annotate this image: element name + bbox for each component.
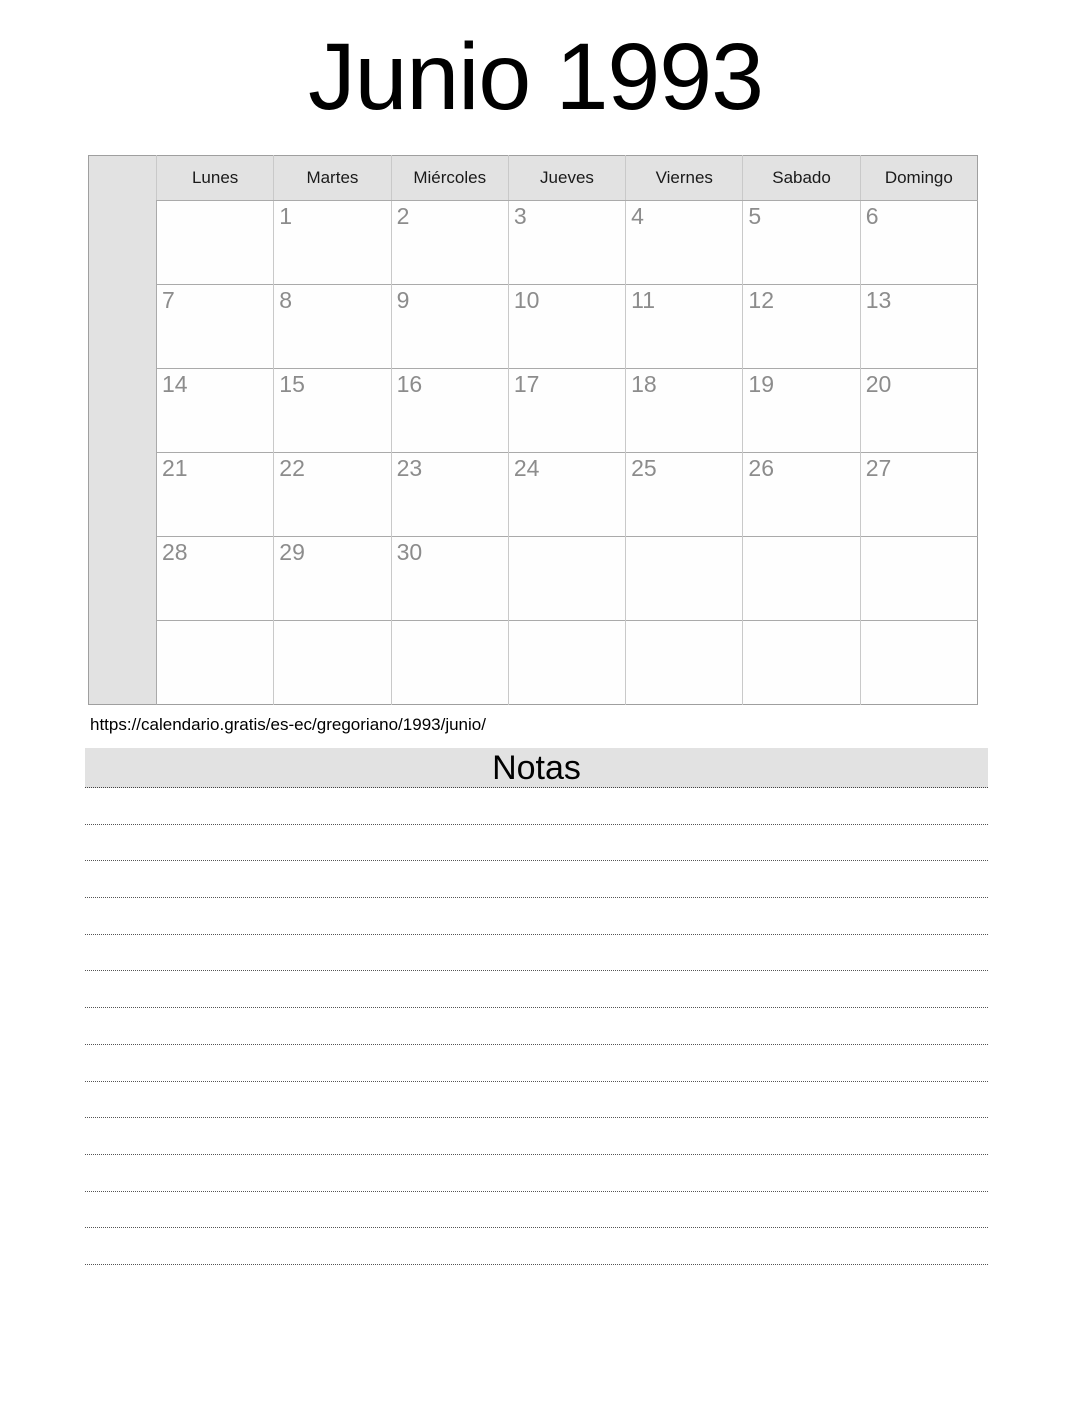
note-line bbox=[85, 1228, 988, 1265]
weekday-header-miercoles: Miércoles bbox=[391, 156, 508, 201]
day-cell: 22 bbox=[274, 453, 391, 537]
week-row-2 bbox=[89, 285, 978, 369]
day-cell: 9 bbox=[391, 285, 508, 369]
note-line bbox=[85, 1118, 988, 1155]
weekday-header-viernes: Viernes bbox=[626, 156, 743, 201]
day-cell: 29 bbox=[274, 537, 391, 621]
week-row-1 bbox=[89, 201, 978, 285]
day-cell: 15 bbox=[274, 369, 391, 453]
day-cell: 1 bbox=[274, 201, 391, 285]
weekday-header-row bbox=[89, 156, 978, 201]
day-cell: 25 bbox=[626, 453, 743, 537]
day-cell: 5 bbox=[743, 201, 860, 285]
day-cell bbox=[860, 537, 977, 621]
day-cell: 4 bbox=[626, 201, 743, 285]
day-cell: 17 bbox=[508, 369, 625, 453]
day-cell: 3 bbox=[508, 201, 625, 285]
day-cell: 18 bbox=[626, 369, 743, 453]
notes-header: Notas bbox=[85, 748, 988, 788]
day-cell: 14 bbox=[157, 369, 274, 453]
notes-lines bbox=[85, 788, 988, 1265]
day-cell bbox=[508, 621, 625, 705]
day-cell bbox=[157, 201, 274, 285]
day-cell bbox=[626, 621, 743, 705]
page-title: Junio 1993 bbox=[308, 24, 763, 130]
day-cell bbox=[743, 621, 860, 705]
note-line bbox=[85, 861, 988, 898]
week-row-6 bbox=[89, 621, 978, 705]
day-cell: 2 bbox=[391, 201, 508, 285]
week-row-3 bbox=[89, 369, 978, 453]
day-cell bbox=[274, 621, 391, 705]
day-cell: 12 bbox=[743, 285, 860, 369]
week-number-column bbox=[89, 201, 157, 705]
day-cell: 23 bbox=[391, 453, 508, 537]
note-line bbox=[85, 971, 988, 1008]
calendar-table bbox=[88, 155, 978, 705]
day-cell: 24 bbox=[508, 453, 625, 537]
day-cell: 26 bbox=[743, 453, 860, 537]
day-cell bbox=[157, 621, 274, 705]
source-url: https://calendario.gratis/es-ec/gregoriano/1993/junio/ bbox=[90, 715, 486, 734]
day-cell: 8 bbox=[274, 285, 391, 369]
day-cell: 19 bbox=[743, 369, 860, 453]
day-cell: 20 bbox=[860, 369, 977, 453]
note-line bbox=[85, 935, 988, 972]
day-cell: 21 bbox=[157, 453, 274, 537]
note-line bbox=[85, 898, 988, 935]
note-line bbox=[85, 1155, 988, 1192]
note-line bbox=[85, 1008, 988, 1045]
weekday-header-sabado: Sabado bbox=[743, 156, 860, 201]
day-cell: 27 bbox=[860, 453, 977, 537]
week-row-5 bbox=[89, 537, 978, 621]
note-line bbox=[85, 1192, 988, 1229]
weekday-header-jueves: Jueves bbox=[508, 156, 625, 201]
day-cell: 30 bbox=[391, 537, 508, 621]
day-cell bbox=[391, 621, 508, 705]
note-line bbox=[85, 825, 988, 862]
day-cell bbox=[860, 621, 977, 705]
calendar-corner-cell bbox=[89, 156, 157, 201]
week-row-4 bbox=[89, 453, 978, 537]
day-cell: 13 bbox=[860, 285, 977, 369]
day-cell: 10 bbox=[508, 285, 625, 369]
day-cell: 11 bbox=[626, 285, 743, 369]
note-line bbox=[85, 1045, 988, 1082]
note-line bbox=[85, 788, 988, 825]
weekday-header-martes: Martes bbox=[274, 156, 391, 201]
day-cell bbox=[508, 537, 625, 621]
day-cell: 28 bbox=[157, 537, 274, 621]
day-cell: 16 bbox=[391, 369, 508, 453]
weekday-header-lunes: Lunes bbox=[157, 156, 274, 201]
note-line bbox=[85, 1082, 988, 1119]
day-cell bbox=[743, 537, 860, 621]
day-cell: 6 bbox=[860, 201, 977, 285]
day-cell: 7 bbox=[157, 285, 274, 369]
weekday-header-domingo: Domingo bbox=[860, 156, 977, 201]
day-cell bbox=[626, 537, 743, 621]
